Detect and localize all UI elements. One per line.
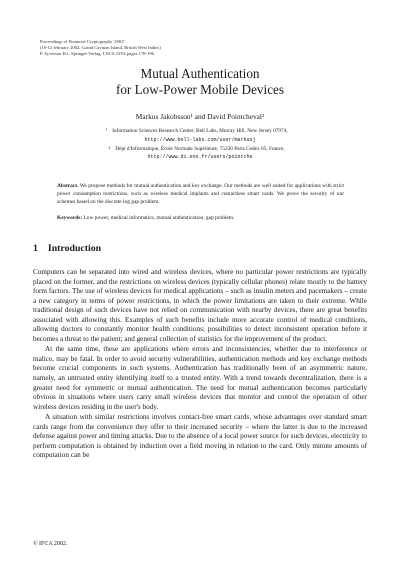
paragraph: At the same time, these are applications where errors and inconsistencies, whether due to interference or malice, may be fatal. In order to avoid security vulnerabilities, authentication methods and key exchange methods become crucial components in such systems. Authentication has traditionally been of an asymmetric nature, namely, an untrusted entity identifying itself to a trusted entity. With a trend towards decentralization, there is a greater need for symmetric or mutual authentication. The need for mutual authentication becomes particularly obvious in situations where users carry small wireless devices that monitor and control the operation of other wireless devices residing in the user's body. [33, 345, 367, 411]
abstract [57, 183, 344, 206]
title-line: for Low-Power Mobile Devices [115, 81, 285, 97]
affiliation-text: Dépt d'Informatique, École Normale Supérieure, 75230 Paris Cedex 05, France, [115, 145, 285, 152]
keywords [57, 215, 344, 223]
header-line: Proceedings of Financial Cryptography '2002' [40, 39, 125, 44]
copyright-footer: © IFCA 2002. [33, 541, 68, 547]
title-line: Mutual Authentication [140, 66, 260, 81]
header-line: (10-12 february 2002, Grand Cayman Island, British West Indies) [40, 44, 161, 50]
paragraph: Computers can be separated into wired and wireless devices, where no particular power restrictions are typically placed on the former, and the restrictions on wireless devices (typically cellular phones) relate mostly to the battery form factors. The use of wireless devices for medical applications – such as insulin meters and pacemakers – create a new category in terms of power restrictions, in which the power limitations are taken to their extreme. While traditional design of such devices have not relied on communication with nearby devices, there are great benefits associated with allowing this. Examples of such benefits include more accurate control of medical conditions, allowing doctors to constantly monitor health conditions; possibilities to detect inconsistent operation before it becomes a threat to the patient; and general collection of statistics for the improvement of the product. [33, 268, 367, 343]
header-line: P. Syverson Ed., Springer-Verlag, LNCS 2339, pages 178-196. [40, 50, 156, 56]
author-list: Markus Jakobsson¹ and David Pointcheval² [135, 112, 265, 121]
affiliation-1 [0, 127, 400, 136]
section-number: 1 [33, 243, 38, 254]
body-text [33, 268, 367, 461]
affiliations [0, 127, 400, 162]
paragraph: A situation with similar restrictions involves contact-free smart cards, whose advantages over standard smart cards range from the convenience they offer to their increased security – where the latter is due to the increased defense against power and timing attacks. Due to the absence of a local power source for such devices, electricity to perform computation is obtained by induction over a field moving in relation to the card. Only minute amounts of computation can be [33, 413, 367, 460]
affiliation-number: 1 [105, 128, 108, 132]
affiliation-number: 2 [108, 145, 111, 150]
keywords-label: Keywords: [57, 215, 83, 221]
affiliation-2 [0, 145, 400, 154]
section-heading [33, 243, 101, 254]
affiliation-url[interactable]: http://www.bell-labs.com/user/markusj [144, 136, 256, 143]
abstract-label: Abstract. [57, 183, 79, 189]
keywords-text: Low power, medical informatics, mutual authentication, gap problem. [83, 215, 235, 221]
paper-title [0, 66, 400, 98]
abstract-text: We propose methods for mutual authentication and key exchange. Our methods are well suited for applications with strict power consumption restrictions, such as wireless medical implants and contactless smart cards. We prove the security of our schemes based on the discrete log gap problem. [57, 183, 344, 205]
affiliation-url[interactable]: http://www.di.ens.fr/users/pointche [147, 154, 253, 161]
proceedings-header [40, 39, 161, 57]
section-title: Introduction [47, 243, 102, 254]
affiliation-text: Information Sciences Research Center, Bell Labs, Murray Hill, New Jersey 07974, [112, 128, 288, 134]
